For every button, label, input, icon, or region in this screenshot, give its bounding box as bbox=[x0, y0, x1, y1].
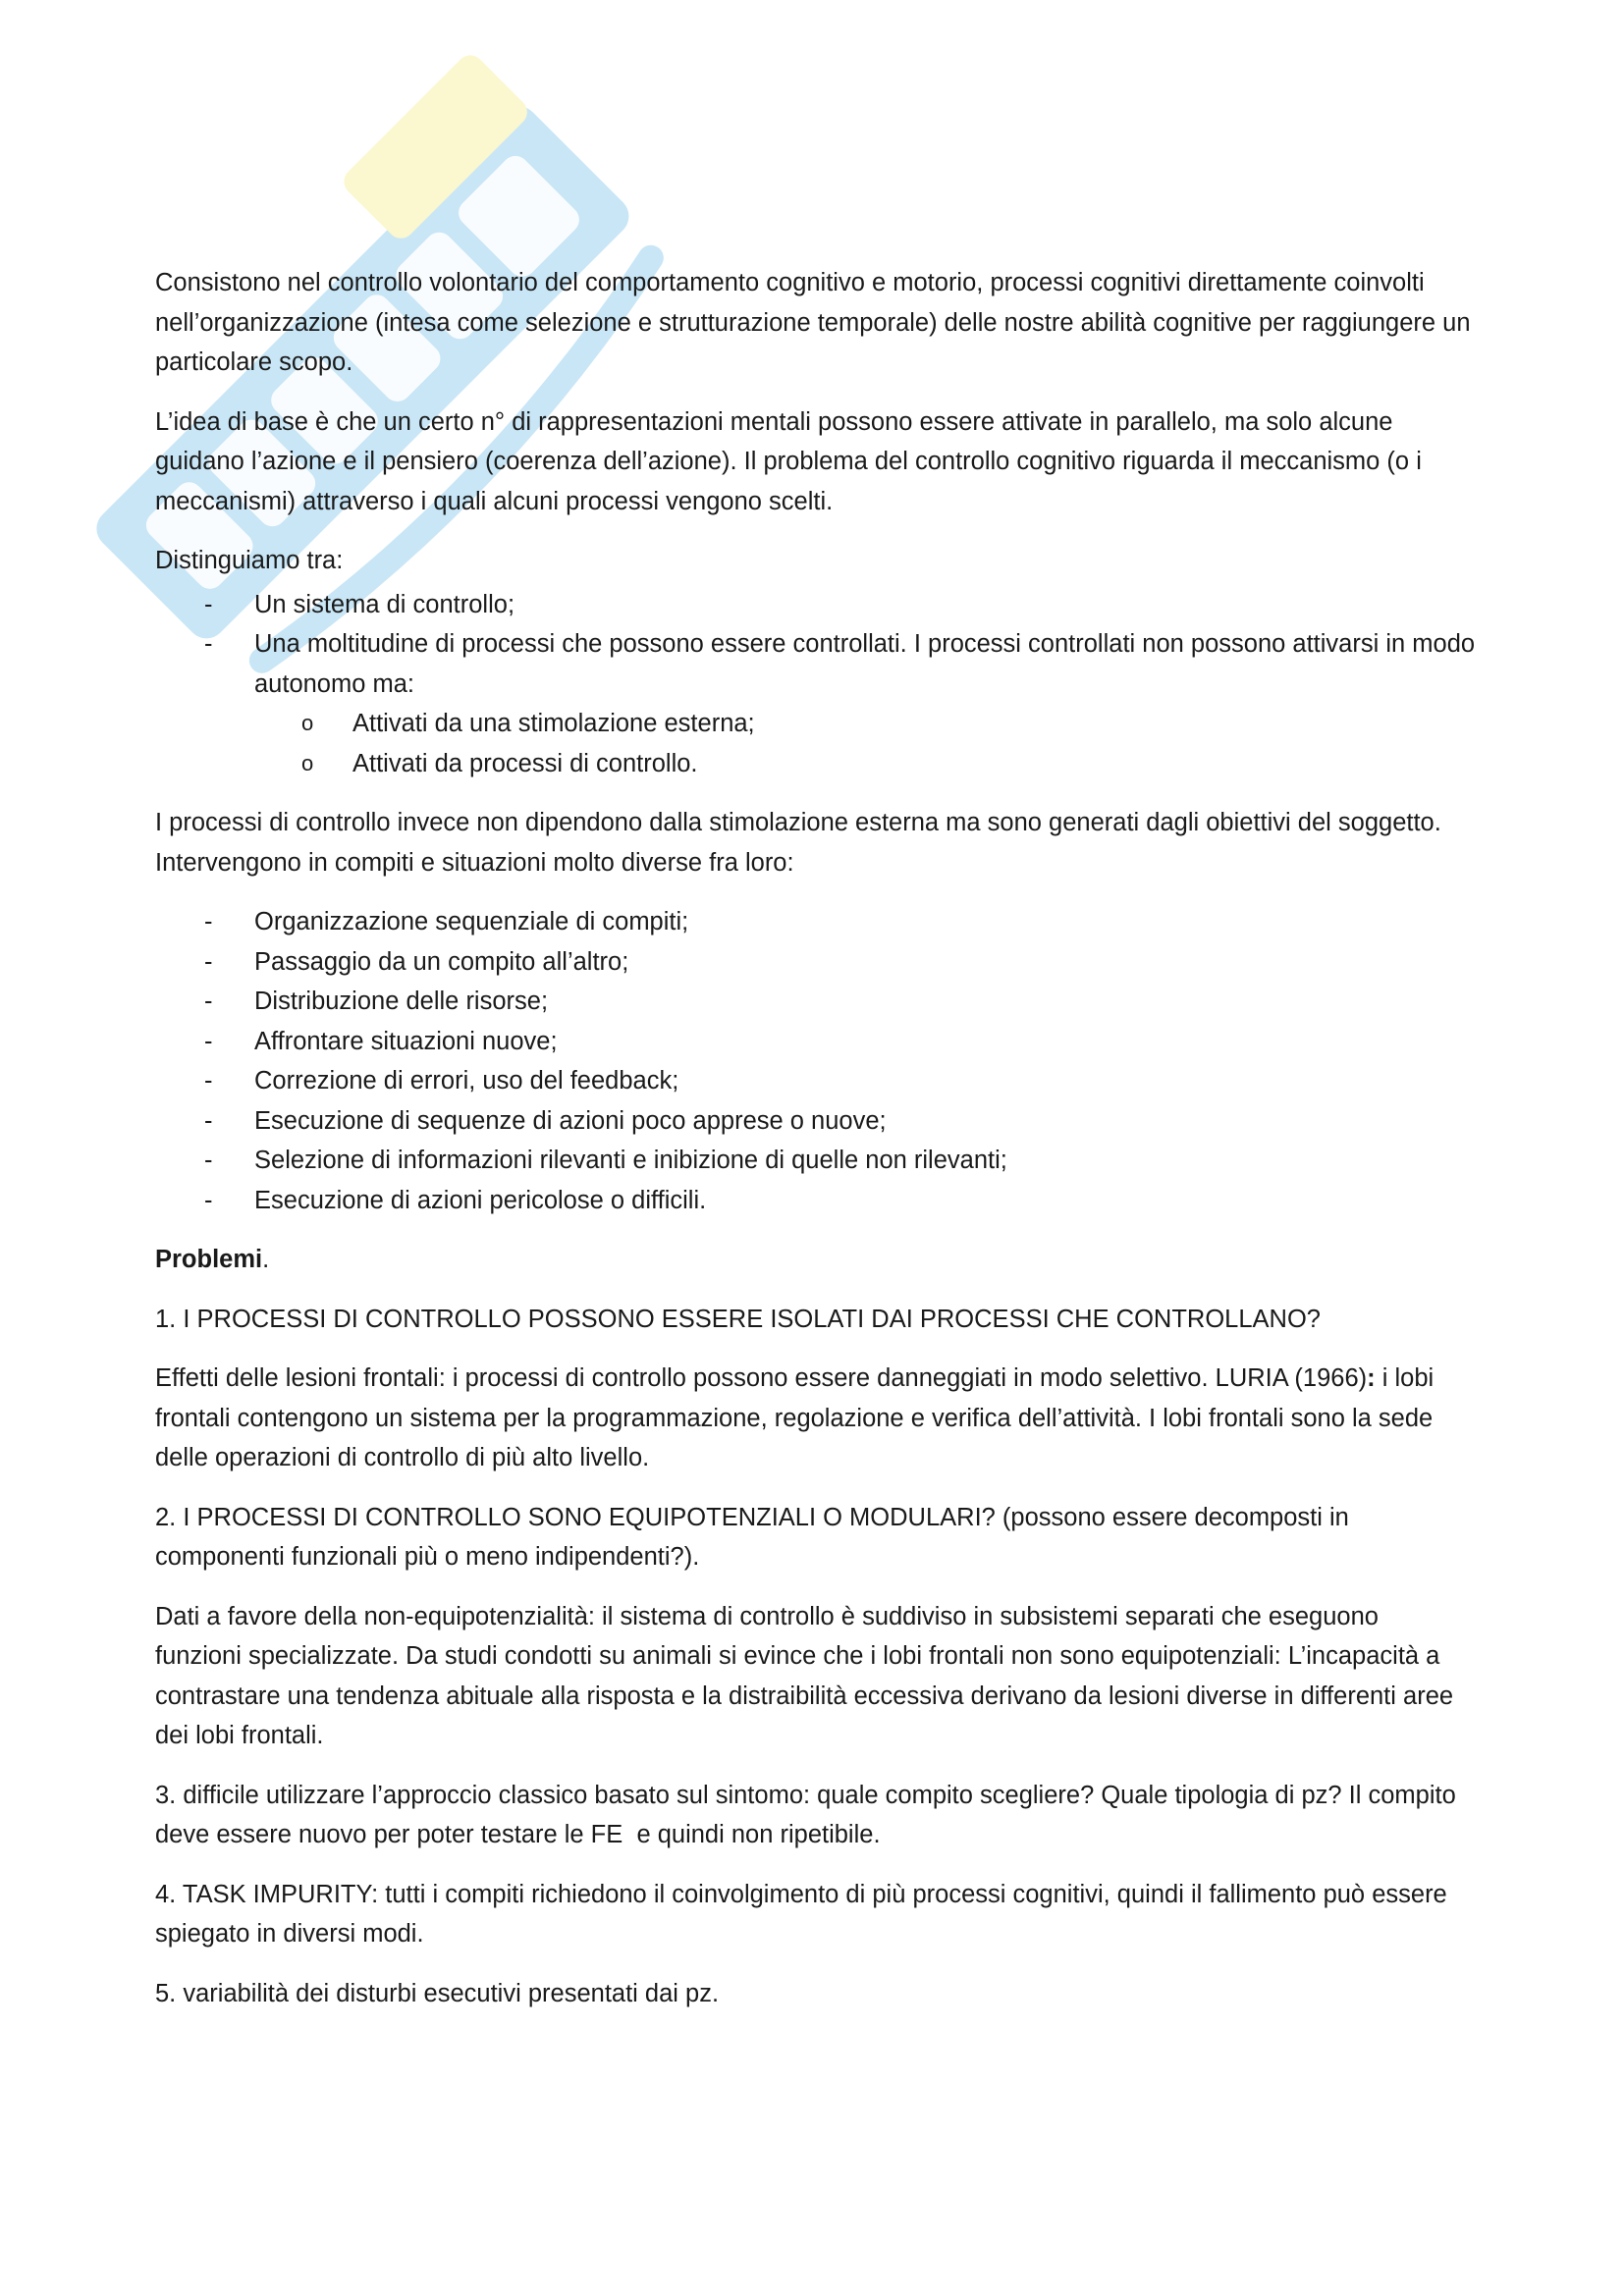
list-item bbox=[155, 1141, 1477, 1181]
list-item-text: Esecuzione di azioni pericolose o difficili. bbox=[254, 1186, 707, 1214]
list-item-text: Distribuzione delle risorse; bbox=[254, 988, 549, 1015]
list-item bbox=[155, 1101, 1477, 1142]
list-item bbox=[155, 942, 1477, 983]
paragraph-control-processes: I processi di controllo invece non dipendono dalla stimolazione esterna ma sono generati dagli obiettivi del soggetto. Intervengono in compiti e situazioni molto diverse fra loro: bbox=[155, 809, 1441, 877]
sublist-activation bbox=[254, 704, 1477, 783]
problems-heading-punct: . bbox=[262, 1246, 270, 1273]
list-tasks bbox=[155, 902, 1490, 1220]
point-3: 3. difficile utilizzare l’approccio classico basato sul sintomo: quale compito scegliere? Quale tipologia di pz? Il compito deve essere nuovo per poter testare le FE e quindi non ripetibile. bbox=[155, 1781, 1463, 1848]
list-item-text: Passaggio da un compito all’altro; bbox=[254, 947, 629, 976]
list-item-text: Esecuzione di sequenze di azioni poco apprese o nuove; bbox=[254, 1106, 887, 1135]
paragraph-frontal-lesions-a: Effetti delle lesioni frontali: i processi di controllo possono essere danneggiati in modo selettivo. LURIA (1966) bbox=[155, 1364, 1368, 1392]
sublist-item bbox=[254, 704, 1477, 744]
problems-heading-text: Problemi bbox=[155, 1246, 263, 1273]
dash-bullet-icon: - bbox=[204, 1027, 213, 1055]
paragraph-distinguish: Distinguiamo tra: bbox=[155, 547, 344, 574]
circle-bullet-icon: o bbox=[301, 750, 314, 775]
list-control-distinction bbox=[155, 585, 1490, 784]
list-item bbox=[155, 902, 1477, 942]
paragraph-definition: Consistono nel controllo volontario del comportamento cognitivo e motorio, processi cognitivi direttamente coinvolti nell’organizzazione (intesa come selezione e strutturazione temporale) delle nostre abilità cognitive per raggiungere un particolare scopo. bbox=[155, 269, 1471, 376]
paragraph-frontal-lesions bbox=[155, 1359, 1471, 1478]
question-2: 2. I PROCESSI DI CONTROLLO SONO EQUIPOTENZIALI O MODULARI? (possono essere decomposti in componenti funzionali più o meno indipendenti?). bbox=[155, 1503, 1349, 1571]
dash-bullet-icon: - bbox=[204, 1067, 213, 1095]
paragraph-frontal-lesions-b: i lobi frontali contengono un sistema per la programmazione, regolazione e verifica dell’attività. I lobi frontali sono la sede delle operazioni di controllo di più alto livello. bbox=[155, 1364, 1435, 1471]
sublist-item bbox=[254, 744, 1477, 784]
dash-bullet-icon: - bbox=[204, 908, 213, 935]
list-item bbox=[155, 1061, 1477, 1101]
paragraph-basic-idea: L’idea di base è che un certo n° di rappresentazioni mentali possono essere attivate in parallelo, ma solo alcune guidano l’azione e il pensiero (coerenza dell’azione). Il problema del controllo cognitivo riguarda il meccanismo (o i meccanismi) attraverso i quali alcuni processi vengono scelti. bbox=[155, 407, 1422, 515]
list-item-text: Selezione di informazioni rilevanti e inibizione di quelle non rilevanti; bbox=[254, 1147, 1007, 1174]
list-item-text: Un sistema di controllo; bbox=[254, 590, 515, 618]
paragraph-non-equipotentiality: Dati a favore della non-equipotenzialità: il sistema di controllo è suddiviso in subsistemi separati che eseguono funzioni specializzate. Da studi condotti su animali si evince che i lobi frontali non sono equipotenziali: L’incapacità a contrastare una tendenza abituale alla risposta e la distraibilità eccessiva derivano da lesioni diverse in differenti aree dei lobi frontali. bbox=[155, 1602, 1454, 1749]
dash-bullet-icon: - bbox=[204, 988, 213, 1015]
question-1: 1. I PROCESSI DI CONTROLLO POSSONO ESSERE ISOLATI DAI PROCESSI CHE CONTROLLANO? bbox=[155, 1305, 1321, 1333]
list-item bbox=[155, 1022, 1477, 1062]
list-item bbox=[155, 982, 1477, 1022]
dash-bullet-icon: - bbox=[204, 1106, 213, 1135]
list-item-text: Organizzazione sequenziale di compiti; bbox=[254, 908, 689, 935]
dash-bullet-icon: - bbox=[204, 1147, 213, 1174]
sublist-item-text: Attivati da una stimolazione esterna; bbox=[352, 710, 755, 737]
circle-bullet-icon: o bbox=[301, 711, 314, 735]
list-item bbox=[155, 1181, 1477, 1221]
point-5: 5. variabilità dei disturbi esecutivi presentati dai pz. bbox=[155, 1979, 720, 2007]
list-item bbox=[155, 624, 1477, 783]
dash-bullet-icon: - bbox=[204, 1186, 213, 1214]
list-item bbox=[155, 585, 1477, 625]
dash-bullet-icon: - bbox=[204, 630, 213, 658]
list-item-text: Una moltitudine di processi che possono essere controllati. I processi controllati non possono attivarsi in modo autonomo ma: bbox=[254, 630, 1476, 698]
dash-bullet-icon: - bbox=[204, 947, 213, 976]
list-item-text: Correzione di errori, uso del feedback; bbox=[254, 1067, 679, 1095]
list-item-text: Affrontare situazioni nuove; bbox=[254, 1027, 558, 1055]
point-4: 4. TASK IMPURITY: tutti i compiti richiedono il coinvolgimento di più processi cognitivi, quindi il fallimento può essere spiegato in diversi modi. bbox=[155, 1880, 1447, 1948]
sublist-item-text: Attivati da processi di controllo. bbox=[352, 749, 698, 777]
paragraph-frontal-lesions-colon: : bbox=[1367, 1364, 1376, 1392]
problems-heading bbox=[155, 1240, 1471, 1280]
document-body bbox=[155, 263, 1490, 2033]
dash-bullet-icon: - bbox=[204, 590, 213, 618]
